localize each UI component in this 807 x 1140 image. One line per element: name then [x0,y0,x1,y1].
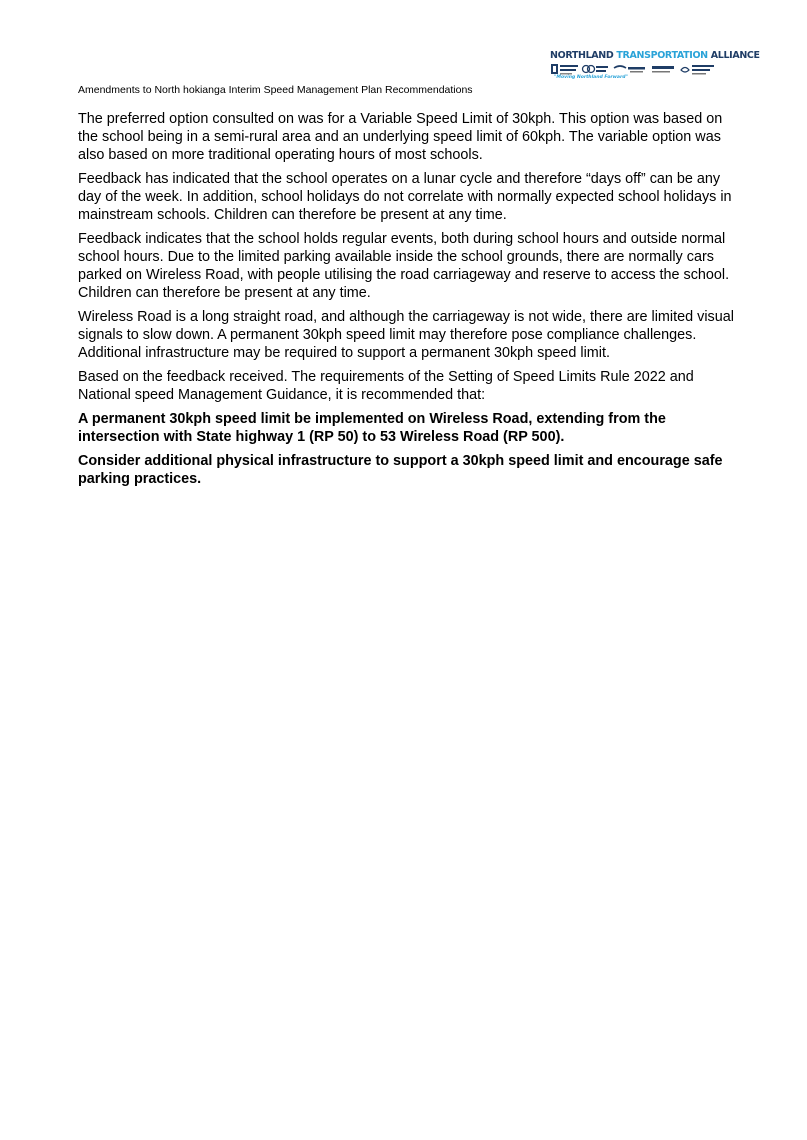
paragraph-school-events: Feedback indicates that the school holds regular events, both during school hours and outside normal school hours. Due to the limited parking available inside the school grounds, there are normally cars parked on Wireless Road, with people utilising the road carriageway and reserve to access the school. Children can therefore be present at any time. [78,231,730,301]
northland-transportation-alliance-logo [550,50,760,86]
whangarei-district-logo [614,66,645,73]
paragraph-based-on-feedback: Based on the feedback received. The requirements of the Setting of Speed Limits Rule 2022 and National speed Management Guidance, it is recommended that: [78,369,694,403]
recommendation-permanent-limit: A permanent 30kph speed limit be implemented on Wireless Road, extending from the intersection with State highway 1 (RP 50) to 53 Wireless Road (RP 500). [78,411,666,445]
northland-regional-council-logo [652,66,674,73]
logo-title [550,50,760,62]
paragraph-wireless-road: Wireless Road is a long straight road, and although the carriageway is not wide, there are limited visual signals to slow down. A permanent 30kph speed limit may therefore pose compliance challenges. Additional infrastructure may be required to support a permanent 30kph speed limit. [78,309,734,361]
recommendation-infrastructure: Consider additional physical infrastructure to support a 30kph speed limit and encourage safe parking practices. [78,453,723,487]
waka-kotahi-logo [681,65,714,75]
far-north-district-council-logo [551,64,578,75]
logo-title-northland: NORTHLAND [550,50,617,61]
paragraph-preferred-option: The preferred option consulted on was for a Variable Speed Limit of 30kph. This option was based on the school being in a semi-rural area and an underlying speed limit of 60kph. The variable option was also based on more traditional operating hours of most schools. [78,111,723,163]
paragraph-lunar-cycle: Feedback has indicated that the school operates on a lunar cycle and therefore “days off” can be any day of the week. In addition, school holidays do not correlate with normally expected school holidays in mainstream schools. Children can therefore be present at any time. [78,171,732,223]
kaipara-district-logo [583,66,609,73]
document-header-title: Amendments to North hokianga Interim Speed Management Plan Recommendations [78,84,473,96]
logo-tagline: "Moving Northland Forward" [554,75,628,80]
logo-title-alliance: ALLIANCE [707,50,760,61]
document-body [78,110,738,494]
logo-title-transportation: TRANSPORTATION [616,50,708,61]
